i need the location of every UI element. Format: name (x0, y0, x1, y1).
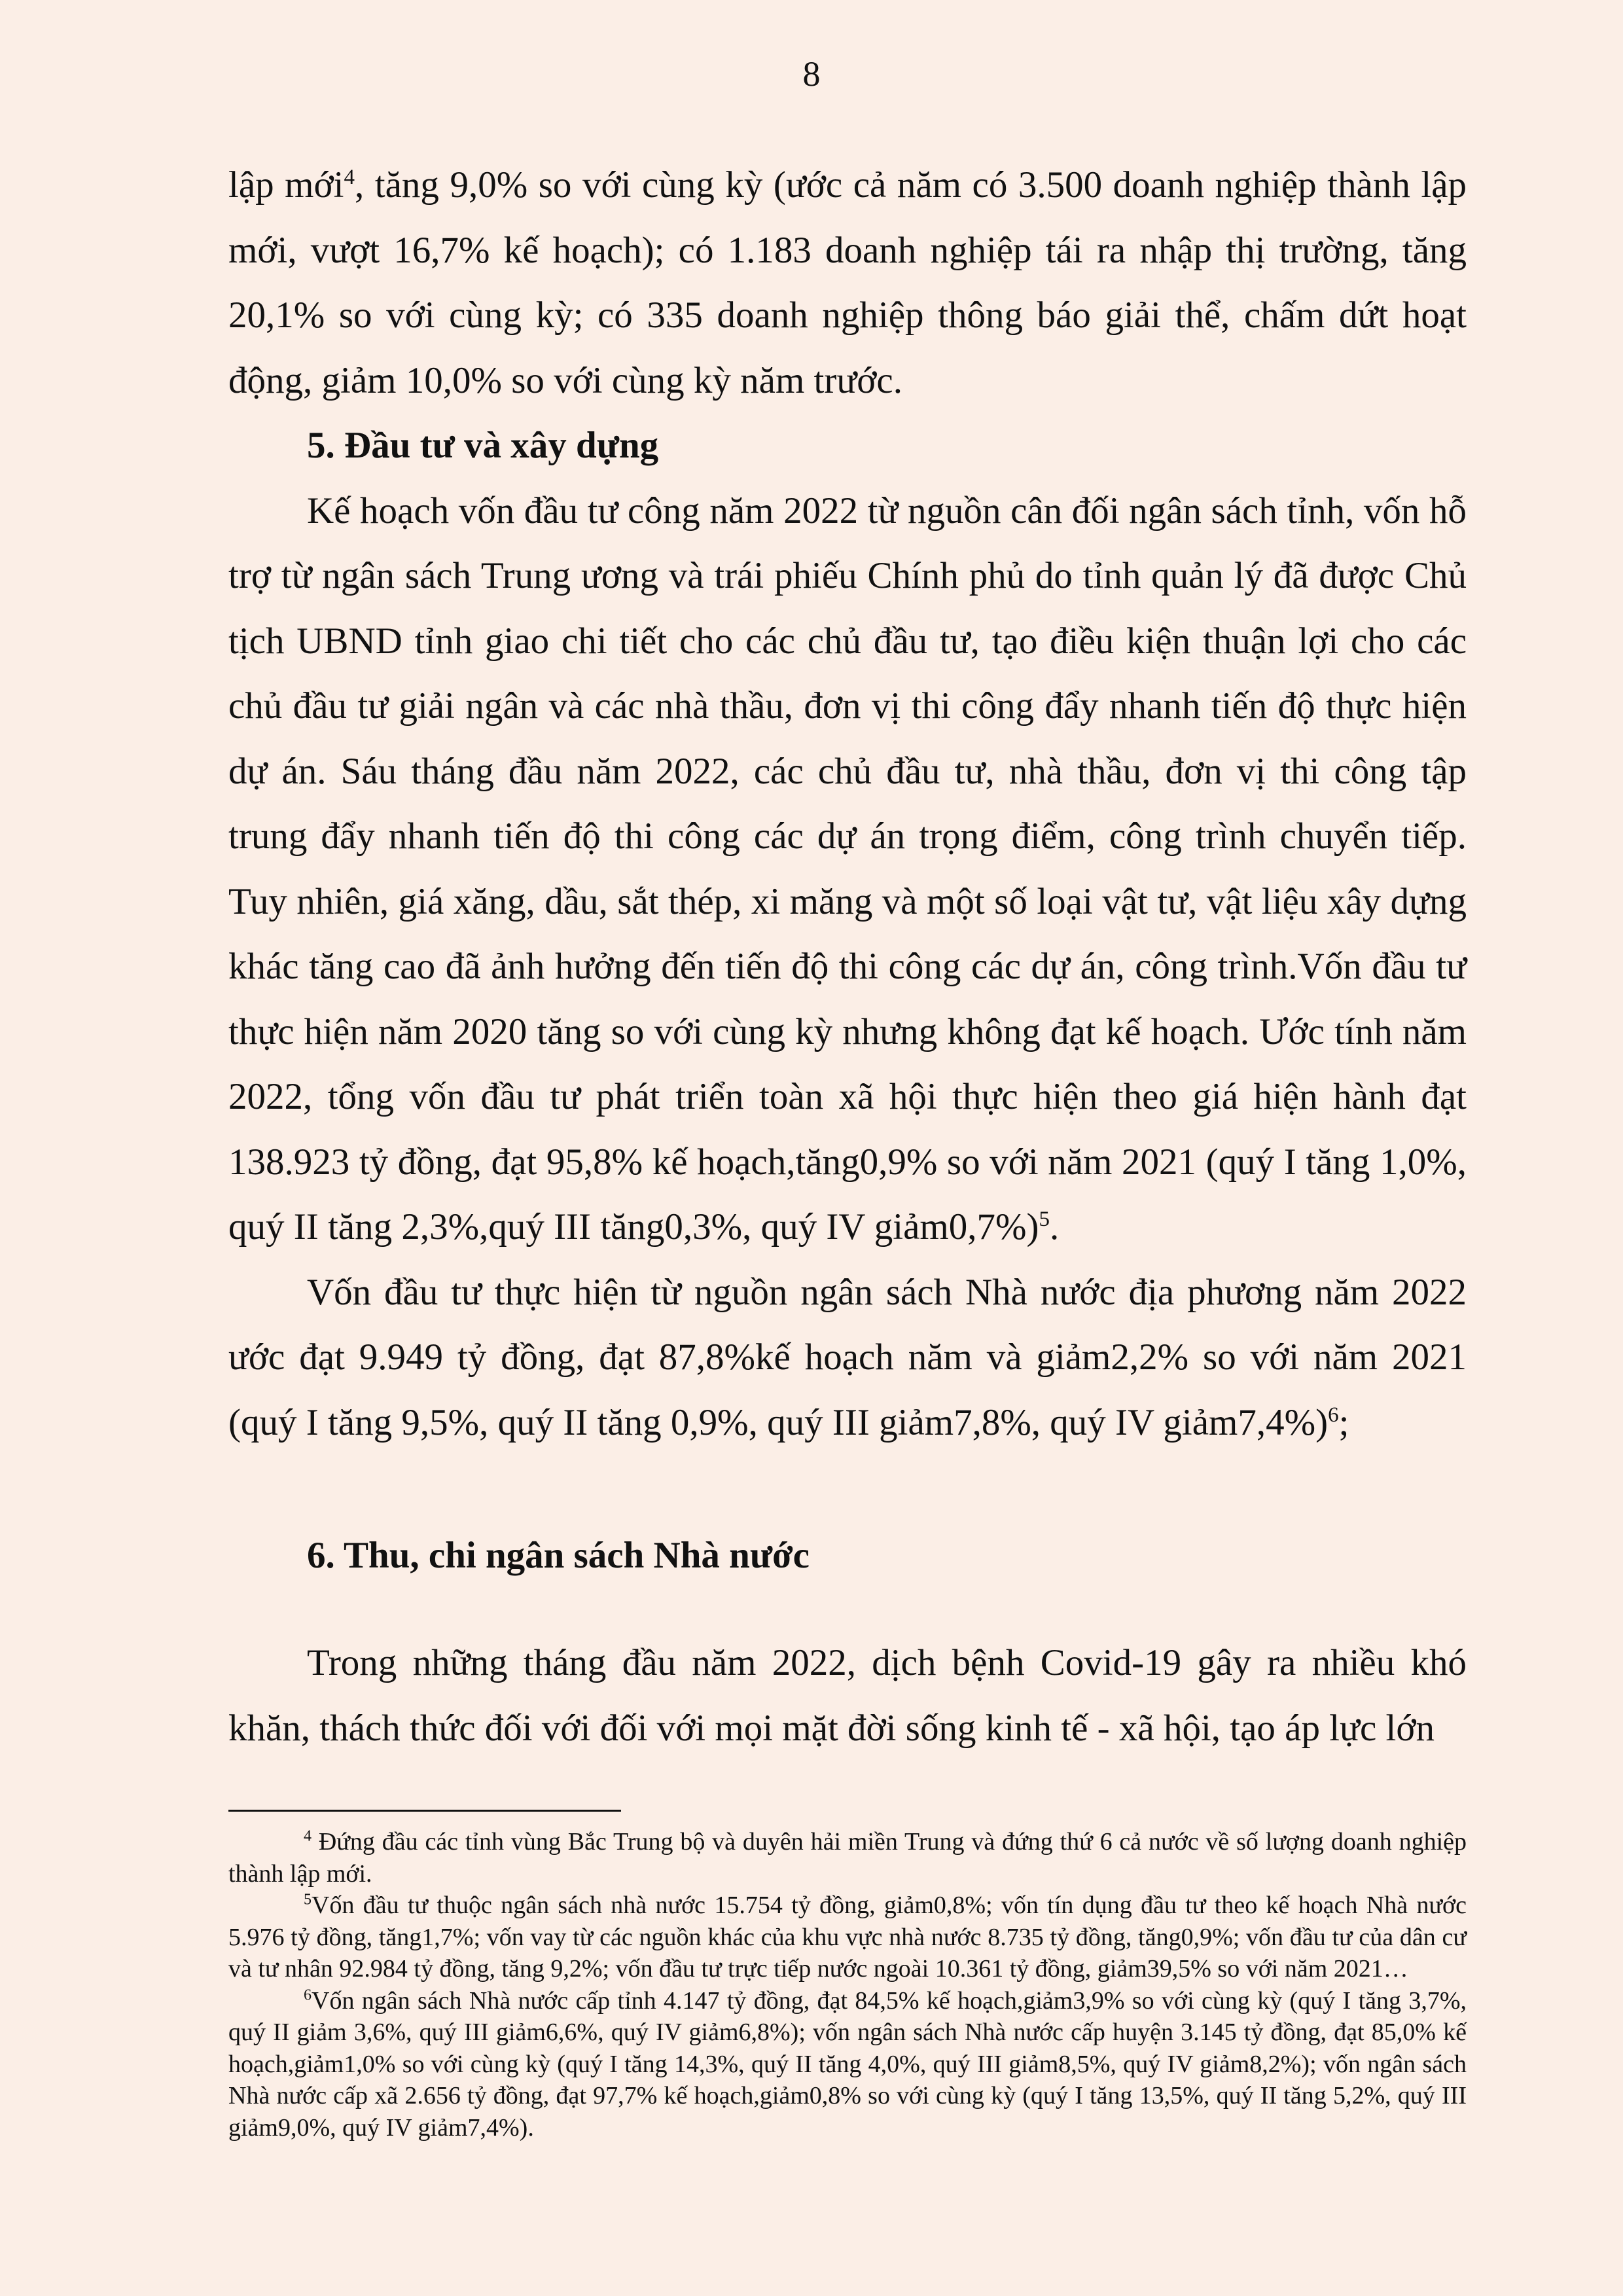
paragraph-budget-revenue: Trong những tháng đầu năm 2022, dịch bệnh Covid-19 gây ra nhiều khó khăn, thách thức đối với đối với mọi mặt đời sống kinh tế - xã hội, tạo áp lực lớn (228, 1642, 1467, 1749)
page-number: 8 (802, 54, 821, 94)
section-5-heading: 5. Đầu tư và xây dựng (307, 425, 659, 466)
footnote-6: $^6$Vốn ngân sách Nhà nước cấp tỉnh 4.147 tỷ đồng, đạt 84,5% kế hoạch,giảm3,9% so với cùng kỳ (quý I tăng 3,7%, quý II giảm 3,6%, quý III giảm6,6%, quý IV giảm6,8%); vốn ngân sách Nhà nước cấp huyện 3.145 tỷ đồng, đạt 85,0% kế hoạch,giảm1,0% so với cùng kỳ (quý I tăng 14,3%, quý II tăng 4,0%, quý III giảm8,5%, quý IV giảm8,2%); vốn ngân sách Nhà nước cấp xã 2.656 tỷ đồng, đạt 97,7% kế hoạch,giảm0,8% so với cùng kỳ (quý I tăng 13,5%, quý II tăng 5,2%, quý III giảm9,0%, quý IV giảm7,4%). (228, 1986, 1467, 2142)
footnote-5: $^5$Vốn đầu tư thuộc ngân sách nhà nước 15.754 tỷ đồng, giảm0,8%; vốn tín dụng đầu tư theo kế hoạch Nhà nước 5.976 tỷ đồng, tăng1,7%; vốn vay từ các nguồn khác của khu vực nhà nước 8.735 tỷ đồng, tăng0,9%; vốn đầu tư của dân cư và tư nhân 92.984 tỷ đồng, tăng 9,2%; vốn đầu tư trực tiếp nước ngoài 10.361 tỷ đồng, giảm39,5% so với năm 2021… (228, 1891, 1467, 1982)
section-6-heading: 6. Thu, chi ngân sách Nhà nước (307, 1535, 810, 1576)
footnote-separator (228, 1810, 621, 1812)
section-4-continuation (228, 152, 1467, 413)
paragraph-investment-plan: Kế hoạch vốn đầu tư công năm 2022 từ nguồn cân đối ngân sách tỉnh, vốn hỗ trợ từ ngân sách Trung ương và trái phiếu Chính phủ do tỉnh quản lý đã được Chủ tịch UBND tỉnh giao chi tiết cho các chủ đầu tư, tạo điều kiện thuận lợi cho các chủ đầu tư giải ngân và các nhà thầu, đơn vị thi công đẩy nhanh tiến độ thực hiện dự án. Sáu tháng đầu năm 2022, các chủ đầu tư, nhà thầu, đơn vị thi công tập trung đẩy nhanh tiến độ thi công các dự án trọng điểm, công trình chuyển tiếp. Tuy nhiên, giá xăng, dầu, sắt thép, xi măng và một số loại vật tư, vật liệu xây dựng khác tăng cao đã ảnh hưởng đến tiến độ thi công các dự án, công trình.Vốn đầu tư thực hiện năm 2020 tăng so với cùng kỳ nhưng không đạt kế hoạch. Ước tính năm 2022, tổng vốn đầu tư phát triển toàn xã hội thực hiện theo giá hiện hành đạt 138.923 tỷ đồng, đạt 95,8% kế hoạch,tăng0,9% so với năm 2021 (quý I tăng 1,0%, quý II tăng 2,3%,quý III tăng0,3%, quý IV giảm0,7%)$^5$. (228, 490, 1467, 1247)
footnote-4: $^4$ Đứng đầu các tỉnh vùng Bắc Trung bộ và duyên hải miền Trung và đứng thứ 6 cả nước về số lượng doanh nghiệp thành lập mới. (228, 1827, 1467, 1888)
footnote-ref-5[interactable]: 5 (1039, 1208, 1050, 1231)
paragraph-business-registration: lập mới$^4$, tăng 9,0% so với cùng kỳ (ước cả năm có 3.500 doanh nghiệp thành lập mới, vượt 16,7% kế hoạch); có 1.183 doanh nghiệp tái ra nhập thị trường, tăng 20,1% so với cùng kỳ; có 335 doanh nghiệp thông báo giải thể, chấm dứt hoạt động, giảm 10,0% so với cùng kỳ năm trước. (228, 164, 1467, 401)
paragraph-state-budget-investment: Vốn đầu tư thực hiện từ nguồn ngân sách Nhà nước địa phương năm 2022 ước đạt 9.949 tỷ đồng, đạt 87,8%kế hoạch năm và giảm2,2% so với năm 2021 (quý I tăng 9,5%, quý II tăng 0,9%, quý III giảm7,8%, quý IV giảm7,4%)$^6$; (228, 1271, 1467, 1443)
footnote-ref-4[interactable]: 4 (344, 166, 355, 189)
footnote-ref-6[interactable]: 6 (1328, 1403, 1339, 1427)
footnotes (228, 1826, 1467, 2144)
section-6-body (228, 1630, 1467, 1761)
section-5 (228, 413, 1467, 1455)
section-6 (228, 1523, 1467, 1588)
